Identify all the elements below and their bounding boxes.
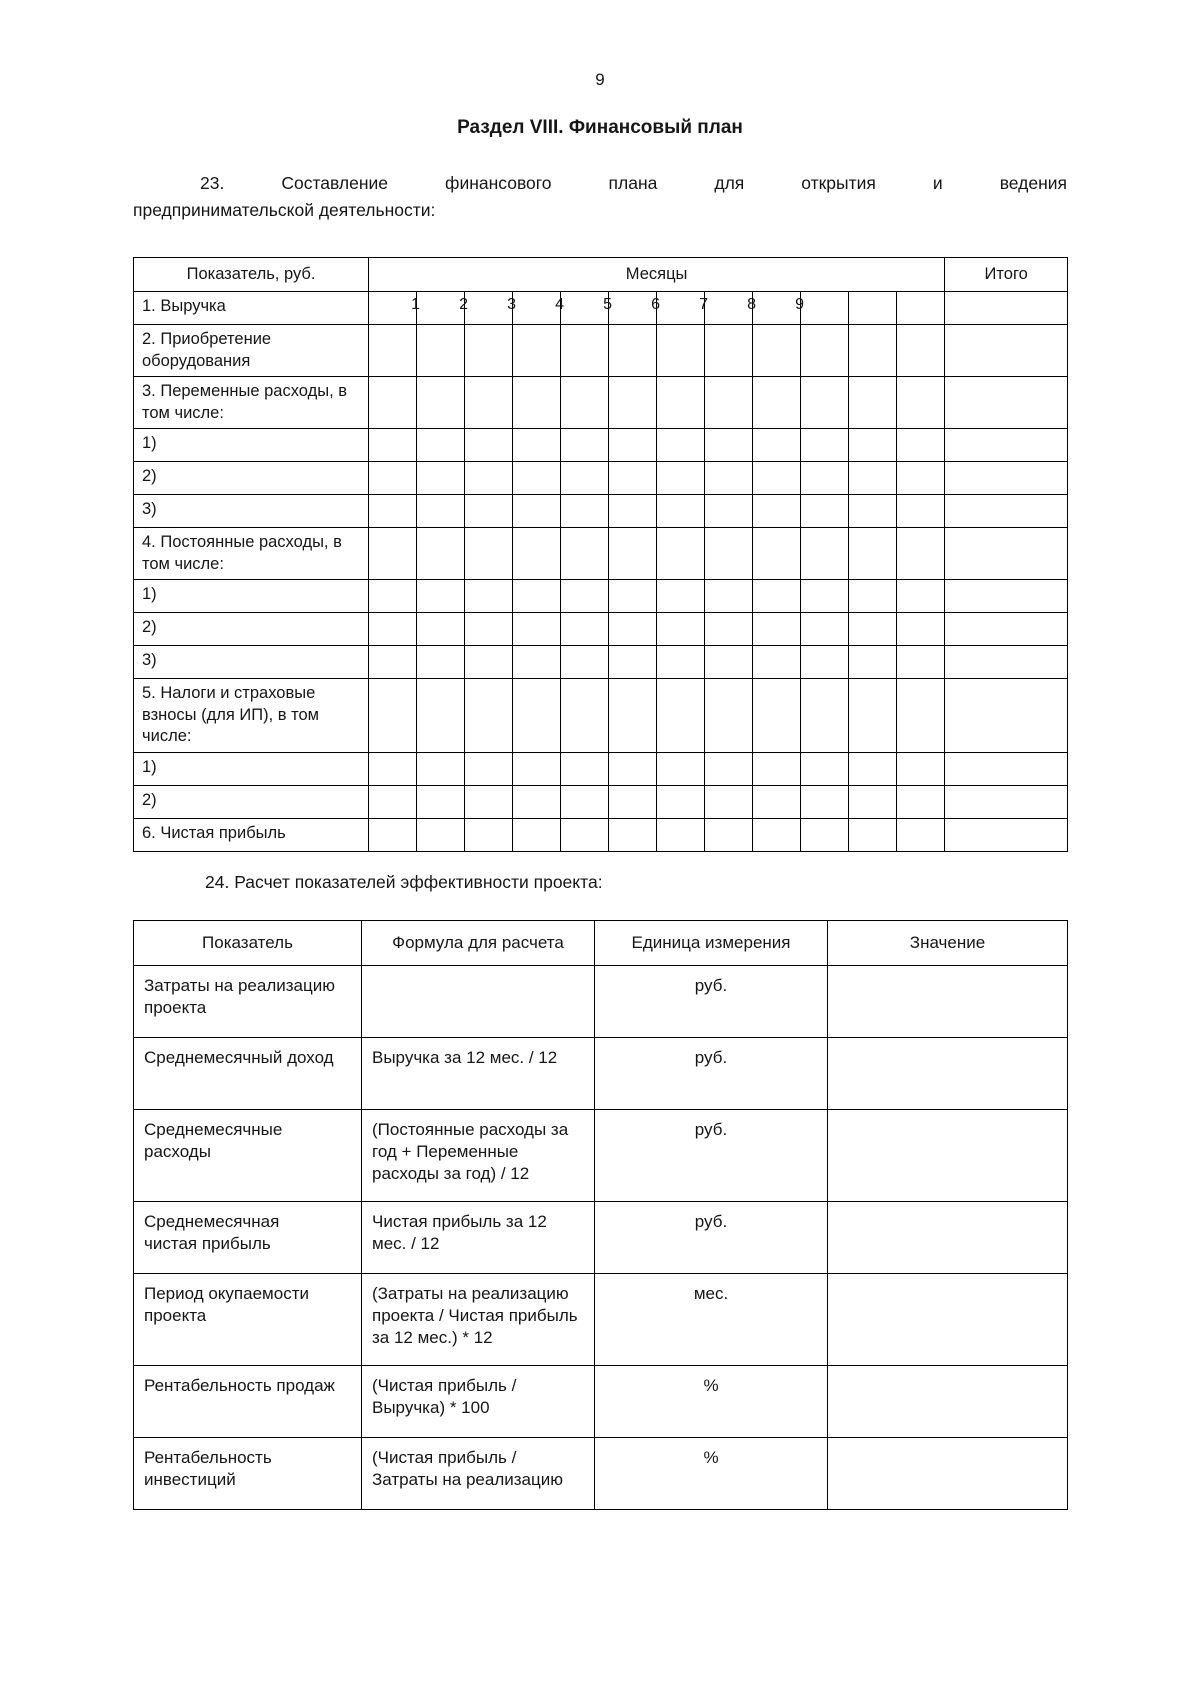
finance-row-label: 1) [134,429,369,462]
month-value-cell [657,785,705,818]
efficiency-header-indicator: Показатель [134,920,362,965]
efficiency-unit-cell: руб. [595,1201,828,1273]
month-value-cell [705,679,753,753]
total-value-cell [945,752,1068,785]
month-value-cell [849,580,897,613]
finance-row-label: 2) [134,785,369,818]
month-value-cell [513,818,561,851]
efficiency-value-cell [828,1037,1068,1109]
month-value-cell [561,785,609,818]
month-value-cell [417,613,465,646]
month-value-cell [897,646,945,679]
month-value-cell [465,580,513,613]
month-value-cell [561,580,609,613]
finance-row-label: 1) [134,580,369,613]
month-value-cell [897,613,945,646]
month-value-cell [609,495,657,528]
finance-table-row [134,495,1068,528]
finance-table-header-row [134,258,1068,292]
finance-table-row [134,679,1068,753]
finance-row-label: 6. Чистая прибыль [134,818,369,851]
efficiency-table-row [134,1037,1068,1109]
month-value-cell [465,495,513,528]
paragraph-24: 24. Расчет показателей эффективности проекта: [205,871,603,892]
month-value-cell [705,528,753,580]
month-value-cell [513,580,561,613]
month-value-cell [369,646,417,679]
paragraph-23-line2: предпринимательской деятельности: [133,200,436,220]
total-value-cell [945,785,1068,818]
month-value-cell [609,528,657,580]
month-value-cell [897,679,945,753]
month-value-cell [849,785,897,818]
efficiency-unit-cell: руб. [595,1109,828,1201]
month-value-cell [897,528,945,580]
total-value-cell [945,292,1068,325]
finance-table-row [134,613,1068,646]
month-value-cell [897,818,945,851]
finance-row-label: 5. Налоги и страховые взносы (для ИП), в том числе: [134,679,369,753]
month-number: 5 [603,296,612,313]
month-value-cell [657,429,705,462]
month-value-cell [849,292,897,325]
finance-row-label: 1. Выручка [134,292,369,325]
month-value-cell [897,785,945,818]
month-value-cell [753,528,801,580]
month-value-cell [465,528,513,580]
month-value-cell [417,785,465,818]
month-value-cell [801,679,849,753]
finance-table-row [134,325,1068,377]
month-value-cell [897,377,945,429]
month-value-cell [609,429,657,462]
month-value-cell [657,495,705,528]
efficiency-value-cell [828,1201,1068,1273]
efficiency-indicator-cell: Период окупаемости проекта [134,1273,362,1365]
month-value-cell [465,429,513,462]
month-value-cell [657,528,705,580]
efficiency-indicator-cell: Рентабельность инвестиций [134,1437,362,1509]
month-value-cell [513,528,561,580]
month-value-cell [561,292,612,325]
month-value-cell [705,752,753,785]
total-value-cell [945,580,1068,613]
month-number: 9 [795,296,804,313]
month-value-cell [849,462,897,495]
finance-table-row [134,377,1068,429]
efficiency-formula-cell: Чистая прибыль за 12 мес. / 12 [362,1201,595,1273]
month-value-cell [417,429,465,462]
month-number: 7 [699,296,708,313]
month-value-cell [609,613,657,646]
month-value-cell [657,818,705,851]
month-value-cell [897,429,945,462]
month-value-cell [417,292,468,325]
month-value-cell [609,679,657,753]
month-value-cell [657,292,708,325]
month-value-cell [801,495,849,528]
month-value-cell [801,785,849,818]
month-value-cell [513,646,561,679]
efficiency-formula-cell: Выручка за 12 мес. / 12 [362,1037,595,1109]
finance-row-label: 3) [134,495,369,528]
month-value-cell [849,752,897,785]
finance-table-row [134,580,1068,613]
month-value-cell [801,818,849,851]
finance-table-row [134,785,1068,818]
month-value-cell [369,462,417,495]
month-value-cell [705,646,753,679]
month-value-cell [705,613,753,646]
month-value-cell [753,752,801,785]
month-value-cell [513,752,561,785]
month-value-cell [465,292,516,325]
month-value-cell [657,613,705,646]
month-value-cell [609,325,657,377]
month-value-cell [753,613,801,646]
month-number: 1 [411,296,420,313]
efficiency-formula-cell: (Чистая прибыль / Затраты на реализацию [362,1437,595,1509]
month-value-cell [561,646,609,679]
month-value-cell [801,528,849,580]
finance-table-row [134,528,1068,580]
efficiency-unit-cell: % [595,1365,828,1437]
month-value-cell [705,429,753,462]
total-value-cell [945,679,1068,753]
month-value-cell [753,818,801,851]
month-value-cell [801,429,849,462]
month-value-cell [657,377,705,429]
finance-row-label: 1) [134,752,369,785]
month-value-cell [609,462,657,495]
month-value-cell [609,752,657,785]
month-value-cell [513,377,561,429]
efficiency-table-row [134,1109,1068,1201]
month-value-cell [609,646,657,679]
month-value-cell [561,495,609,528]
efficiency-table-row [134,1273,1068,1365]
month-value-cell [369,495,417,528]
month-value-cell [369,679,417,753]
month-value-cell [513,495,561,528]
month-value-cell [513,462,561,495]
month-value-cell [705,785,753,818]
month-number: 4 [555,296,564,313]
efficiency-indicator-cell: Затраты на реализацию проекта [134,965,362,1037]
total-value-cell [945,495,1068,528]
month-value-cell [849,429,897,462]
month-value-cell [705,377,753,429]
month-value-cell [417,528,465,580]
month-value-cell [753,646,801,679]
month-value-cell [369,752,417,785]
month-value-cell [657,752,705,785]
month-number: 6 [651,296,660,313]
efficiency-value-cell [828,1437,1068,1509]
month-value-cell [465,325,513,377]
month-value-cell [513,613,561,646]
efficiency-indicator-cell: Среднемесячные расходы [134,1109,362,1201]
month-value-cell [561,818,609,851]
efficiency-table-header-row [134,920,1068,965]
total-value-cell [945,528,1068,580]
month-value-cell [513,679,561,753]
finance-table-row [134,818,1068,851]
month-value-cell [417,818,465,851]
month-value-cell [369,580,417,613]
finance-table-row [134,752,1068,785]
month-value-cell [849,495,897,528]
month-value-cell [657,325,705,377]
total-value-cell [945,462,1068,495]
month-value-cell [609,785,657,818]
efficiency-indicator-cell: Рентабельность продаж [134,1365,362,1437]
month-value-cell [849,377,897,429]
month-value-cell [465,377,513,429]
month-value-cell [609,580,657,613]
month-value-cell [897,580,945,613]
month-value-cell [561,752,609,785]
month-value-cell [849,325,897,377]
finance-table-row [134,462,1068,495]
month-value-cell [369,325,417,377]
month-value-cell [897,752,945,785]
month-number: 8 [747,296,756,313]
month-value-cell [753,462,801,495]
month-value-cell [897,325,945,377]
month-value-cell [417,580,465,613]
efficiency-table-row [134,1365,1068,1437]
month-value-cell [705,325,753,377]
month-value-cell [417,325,465,377]
total-value-cell [945,325,1068,377]
month-value-cell [657,679,705,753]
month-value-cell [561,679,609,753]
efficiency-table-row [134,1437,1068,1509]
month-value-cell [369,377,417,429]
month-value-cell [801,325,849,377]
section-title: Раздел VIII. Финансовый план [457,117,743,138]
month-value-cell [465,752,513,785]
month-value-cell [513,292,564,325]
finance-row-label: 3. Переменные расходы, в том числе: [134,377,369,429]
finance-table-row [134,292,1068,325]
month-value-cell [849,679,897,753]
efficiency-table-row [134,965,1068,1037]
efficiency-header-value: Значение [828,920,1068,965]
month-value-cell [801,462,849,495]
month-value-cell [705,580,753,613]
month-value-cell [561,462,609,495]
total-value-cell [945,429,1068,462]
month-value-cell [801,292,849,325]
efficiency-formula-cell [362,965,595,1037]
month-value-cell [369,613,417,646]
month-value-cell [417,462,465,495]
efficiency-indicator-cell: Среднемесячный доход [134,1037,362,1109]
month-value-cell [801,752,849,785]
month-value-cell [513,429,561,462]
efficiency-header-formula: Формула для расчета [362,920,595,965]
month-value-cell [849,613,897,646]
month-value-cell [657,580,705,613]
efficiency-unit-cell: мес. [595,1273,828,1365]
efficiency-indicator-cell: Среднемесячная чистая прибыль [134,1201,362,1273]
efficiency-unit-cell: руб. [595,965,828,1037]
month-value-cell [801,377,849,429]
month-value-cell [753,325,801,377]
efficiency-table [133,920,1068,1510]
efficiency-value-cell [828,1365,1068,1437]
month-value-cell [465,462,513,495]
month-value-cell [609,377,657,429]
month-value-cell [897,495,945,528]
efficiency-formula-cell: (Чистая прибыль / Выручка) * 100 [362,1365,595,1437]
month-value-cell [753,679,801,753]
finance-table-row [134,646,1068,679]
finance-header-months: Месяцы [369,258,945,292]
total-value-cell [945,818,1068,851]
month-value-cell [513,785,561,818]
efficiency-value-cell [828,1109,1068,1201]
month-value-cell [561,528,609,580]
month-value-cell [417,377,465,429]
efficiency-value-cell [828,965,1068,1037]
month-value-cell [465,646,513,679]
month-value-cell [705,292,756,325]
finance-row-label: 2) [134,613,369,646]
month-value-cell [369,818,417,851]
month-number: 3 [507,296,516,313]
total-value-cell [945,646,1068,679]
month-value-cell [369,429,417,462]
month-value-cell [417,679,465,753]
month-value-cell [417,752,465,785]
efficiency-unit-cell: руб. [595,1037,828,1109]
month-value-cell [561,377,609,429]
finance-header-total: Итого [945,258,1068,292]
month-value-cell [417,495,465,528]
month-value-cell [369,528,417,580]
month-value-cell [849,646,897,679]
month-value-cell [465,785,513,818]
month-value-cell [657,646,705,679]
efficiency-formula-cell: (Затраты на реализацию проекта / Чистая прибыль за 12 мес.) * 12 [362,1273,595,1365]
paragraph-23-line1: 23. Составление финансового плана для открытия и ведения [200,173,1067,193]
finance-header-indicator: Показатель, руб. [134,258,369,292]
month-value-cell [849,528,897,580]
efficiency-formula-cell: (Постоянные расходы за год + Переменные расходы за год) / 12 [362,1109,595,1201]
total-value-cell [945,377,1068,429]
month-value-cell [753,785,801,818]
month-value-cell [465,613,513,646]
page-number: 9 [595,70,605,89]
efficiency-unit-cell: % [595,1437,828,1509]
month-value-cell [849,818,897,851]
month-value-cell [561,429,609,462]
month-value-cell [657,462,705,495]
month-value-cell [705,462,753,495]
month-value-cell [561,613,609,646]
financial-plan-table [133,257,1068,852]
month-value-cell [369,292,420,325]
finance-row-label: 2. Приобретение оборудования [134,325,369,377]
month-number: 2 [459,296,468,313]
efficiency-header-unit: Единица измерения [595,920,828,965]
month-value-cell [705,818,753,851]
month-value-cell [753,495,801,528]
month-value-cell [609,292,660,325]
finance-row-label: 3) [134,646,369,679]
month-value-cell [369,785,417,818]
month-value-cell [801,580,849,613]
month-value-cell [417,646,465,679]
efficiency-value-cell [828,1273,1068,1365]
month-value-cell [897,292,945,325]
month-value-cell [753,580,801,613]
month-value-cell [801,646,849,679]
month-value-cell [753,429,801,462]
month-value-cell [513,325,561,377]
month-value-cell [561,325,609,377]
month-value-cell [897,462,945,495]
finance-row-label: 2) [134,462,369,495]
finance-table-row [134,429,1068,462]
month-value-cell [753,377,801,429]
total-value-cell [945,613,1068,646]
month-value-cell [801,613,849,646]
finance-row-label: 4. Постоянные расходы, в том числе: [134,528,369,580]
month-value-cell [753,292,804,325]
month-value-cell [705,495,753,528]
month-value-cell [465,679,513,753]
month-value-cell [609,818,657,851]
month-value-cell [465,818,513,851]
efficiency-table-row [134,1201,1068,1273]
